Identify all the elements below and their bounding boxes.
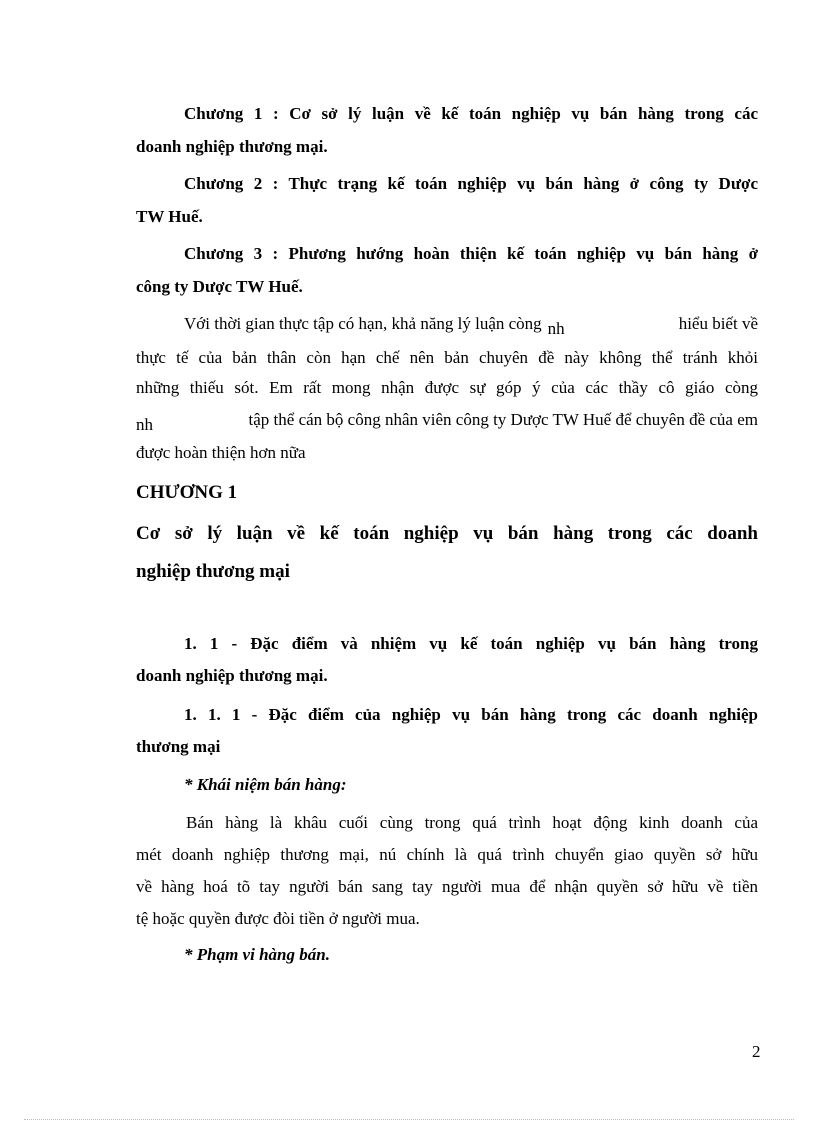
concept-paragraph-line-3: về hàng hoá tõ tay người bán sang tay người mua để nhận quyền sở hữu về tiền — [136, 877, 758, 896]
page-number: 2 — [752, 1042, 761, 1061]
closing-paragraph-line-1 — [136, 314, 758, 338]
closing-line-1-fragment: nh — [547, 319, 565, 338]
closing-paragraph-line-5: được hoàn thiện hơn nữa — [136, 443, 306, 462]
closing-paragraph-line-4 — [136, 410, 758, 434]
page-bottom-divider — [24, 1119, 794, 1120]
section-1-1-heading-line-2: doanh nghiệp thương mại. — [136, 666, 328, 685]
concept-paragraph-line-4: tệ hoặc quyền được đòi tiền ở người mua. — [136, 909, 420, 928]
section-1-1-1-heading-line-1: 1. 1. 1 - Đặc điểm của nghiệp vụ bán hàng trong các doanh nghiệp — [184, 705, 758, 724]
concept-paragraph-line-2: mét doanh nghiệp thương mại, nú chính là quá trình chuyển giao quyền sở hữu — [136, 845, 758, 864]
chapter-3-overview-line-1: Chương 3 : Phương hướng hoàn thiện kế toán nghiệp vụ bán hàng ở — [184, 244, 758, 263]
closing-line-1-tail: hiểu biết về — [678, 314, 758, 333]
chapter-1-overview-line-1: Chương 1 : Cơ sở lý luận về kế toán nghiệp vụ bán hàng trong các — [184, 104, 758, 123]
concept-paragraph-line-1: Bán hàng là khâu cuối cùng trong quá trình hoạt động kinh doanh của — [186, 813, 758, 832]
closing-line-4-text: tập thể cán bộ công nhân viên công ty Dược TW Huế để chuyên đề của em — [248, 410, 758, 429]
chapter-title-line-1: Cơ sở lý luận về kế toán nghiệp vụ bán hàng trong các doanh — [136, 523, 758, 544]
section-1-1-heading-line-1: 1. 1 - Đặc điểm và nhiệm vụ kế toán nghiệp vụ bán hàng trong — [184, 634, 758, 653]
scope-heading: * Phạm vi hàng bán. — [184, 945, 330, 964]
concept-heading: * Khái niệm bán hàng: — [184, 775, 347, 794]
closing-line-4-fragment: nh — [136, 415, 153, 434]
closing-line-1-text: Với thời gian thực tập có hạn, khả năng lý luận còng — [184, 314, 542, 333]
chapter-1-overview-line-2: doanh nghiệp thương mại. — [136, 137, 328, 156]
closing-paragraph-line-3: những thiếu sót. Em rất mong nhận được sự góp ý của các thầy cô giáo còng — [136, 378, 758, 397]
chapter-title-line-2: nghiệp thương mại — [136, 561, 290, 582]
chapter-3-overview-line-2: công ty Dược TW Huế. — [136, 277, 303, 296]
chapter-2-overview-line-2: TW Huế. — [136, 207, 203, 226]
chapter-heading: CHƯƠNG 1 — [136, 482, 238, 503]
chapter-2-overview-line-1: Chương 2 : Thực trạng kế toán nghiệp vụ bán hàng ở công ty Dược — [184, 174, 758, 193]
closing-paragraph-line-2: thực tế của bản thân còn hạn chế nên bản chuyên đề này không thể tránh khỏi — [136, 348, 758, 367]
section-1-1-1-heading-line-2: thương mại — [136, 737, 221, 756]
